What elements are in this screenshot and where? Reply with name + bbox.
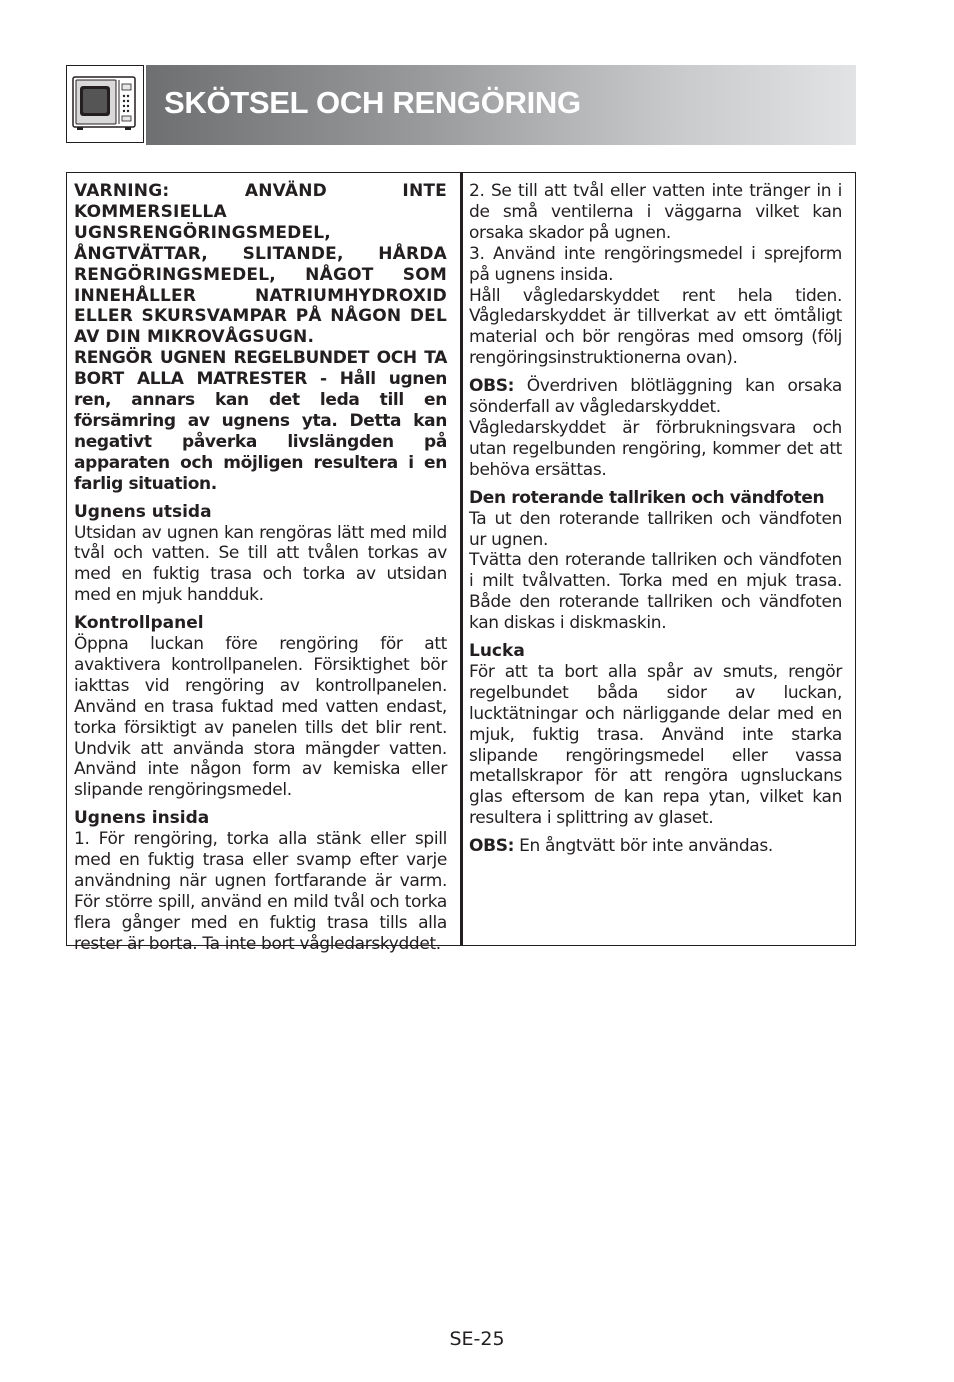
obs-note-1 xyxy=(469,376,842,418)
item-2-text: 2. Se till att tvål eller vatten inte tränger in i de små ventilerna i väggarna vilket kan orsaka skador på ugnen. xyxy=(469,181,842,243)
obs-note-2 xyxy=(469,836,842,857)
clean-regularly-text: - Håll ugnen ren, annars kan det leda till en försämring av ugnens yta. Detta kan negativt påverka livslängden på apparaten och möjligen resultera i en farlig situation. xyxy=(74,369,447,494)
exterior-text: Utsidan av ugnen kan rengöras lätt med mild tvål och vatten. Se till att tvålen torkas av med en fuktig trasa och torka av utsidan med en mjuk handduk. xyxy=(74,522,447,606)
exterior-heading: Ugnens utsida xyxy=(74,501,212,522)
column-divider xyxy=(460,173,463,945)
control-panel-text: Öppna luckan före rengöring för att avaktivera kontrollpanelen. Försiktighet bör iakttas vid rengöring av kontrollpanelen. Använd en trasa fuktad med vatten endast, torka försiktigt av panelen tills det blir rent. Undvik att använda stora mängder vatten. Använd inte någon form av kemiska eller slipande rengöringsmedel. xyxy=(74,634,447,801)
door-text: För att ta bort alla spår av smuts, rengör regelbundet båda sidor av luckan, lucktätningar och närliggande delar med en mjuk, fuktig trasa. Använd inte starka slipande rengöringsmedel eller vassa metallskrapor för att rengöra ugnsluckans glas eftersom de kan repa ytan, vilket kan resultera i splittring av glaset. xyxy=(469,661,842,829)
turntable-heading: Den roterande tallriken och vändfoten xyxy=(469,487,825,508)
content-box xyxy=(66,172,856,954)
page-title: SKÖTSEL OCH RENGÖRING xyxy=(164,85,581,120)
interior-heading: Ugnens insida xyxy=(74,808,210,829)
page-number: SE-25 xyxy=(449,1328,505,1350)
turntable-text-1: Ta ut den roterande tallriken och vändfoten ur ugnen. xyxy=(469,508,842,550)
obs-label: OBS: xyxy=(469,836,515,857)
left-column xyxy=(74,181,447,955)
obs-note-1-text: Överdriven blötläggning kan orsaka sönderfall av vågledarskyddet. xyxy=(469,376,842,418)
right-column xyxy=(469,181,842,857)
control-panel-heading: Kontrollpanel xyxy=(74,613,204,634)
page-header xyxy=(66,65,856,145)
title-bar xyxy=(146,65,856,145)
obs-label: OBS: xyxy=(469,376,515,397)
waveguide-text: Håll vågledarskyddet rent hela tiden. Vågledarskyddet är tillverkat av ett ömtåligt material och bör rengöras med omsorg (följ rengöringsinstruktionerna ovan). xyxy=(469,285,842,369)
item-3-text: 3. Använd inte rengöringsmedel i sprejform på ugnens insida. xyxy=(469,243,842,285)
consumable-text: Vågledarskyddet är förbrukningsvara och utan regelbunden rengöring, kommer det att behöva ersättas. xyxy=(469,417,842,480)
microwave-oven-icon xyxy=(66,65,144,143)
turntable-text-2: Tvätta den roterande tallriken och vändfoten i milt tvålvatten. Torka med en mjuk trasa. Både den roterande tallriken och vändfoten kan diskas i diskmaskin. xyxy=(469,550,842,634)
warning-text: VARNING: ANVÄND INTE KOMMERSIELLA UGNSRENGÖRINGSMEDEL, ÅNGTVÄTTAR, SLITANDE, HÅRDA RENGÖRINGSMEDEL, NÅGOT SOM INNEHÅLLER NATRIUMHYDROXID ELLER SKURSVAMPAR PÅ NÅGON DEL AV DIN MIKROVÅGSUGN. xyxy=(74,181,447,348)
clean-regularly-paragraph xyxy=(74,348,447,494)
obs-note-2-text: En ångtvätt bör inte användas. xyxy=(514,836,773,857)
door-heading: Lucka xyxy=(469,641,525,662)
clean-regularly-heading: RENGÖR UGNEN REGELBUNDET OCH TA BORT ALLA MATRESTER xyxy=(74,348,447,390)
interior-text: 1. För rengöring, torka alla stänk eller spill med en fuktig trasa eller svamp efter varje användning när ugnen fortfarande är varm. För större spill, använd en mild tvål och torka flera gånger med en fuktig trasa tills alla rester är borta. Ta inte bort vågledarskyddet. xyxy=(74,829,447,954)
